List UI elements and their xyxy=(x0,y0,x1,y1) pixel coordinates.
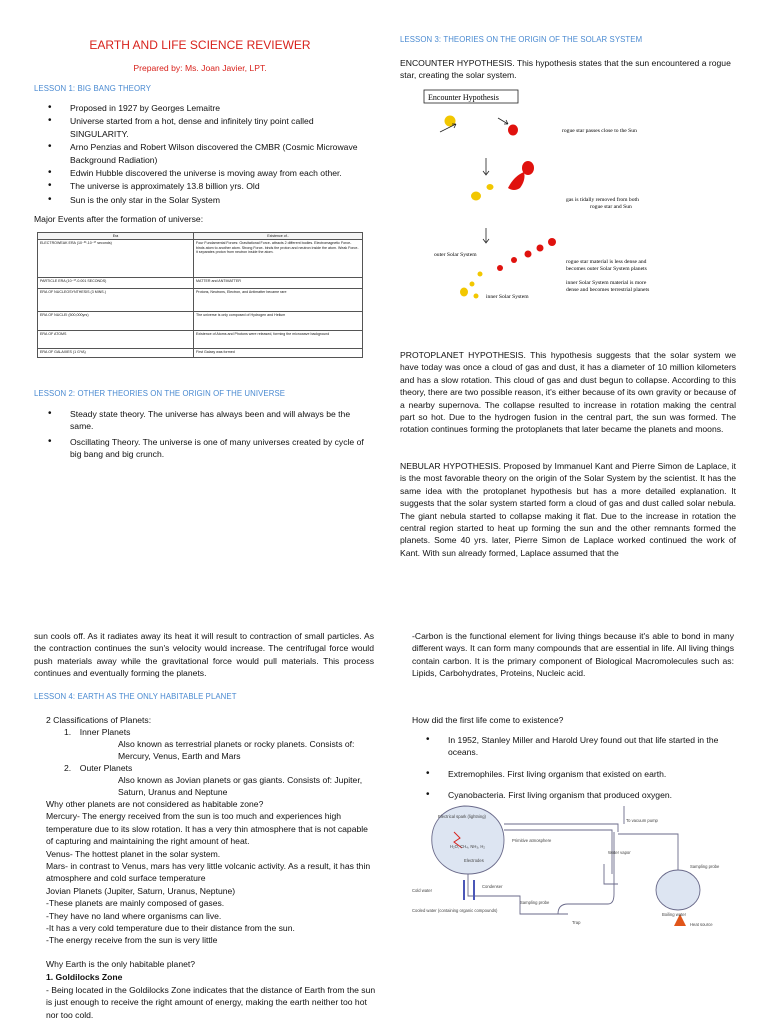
goldilocks-title: 1. Goldilocks Zone xyxy=(46,972,123,982)
document-title: EARTH AND LIFE SCIENCE REVIEWER xyxy=(89,38,311,52)
down-arrow-icon xyxy=(483,228,489,243)
sun-icon xyxy=(471,192,481,201)
list-item: • Arno Penzias and Robert Wilson discovered the CMBR (Cosmic Microwave Background Radiation) xyxy=(34,141,374,166)
table-row xyxy=(38,278,363,289)
tube-icon xyxy=(504,824,618,874)
diagram-label: Boiling water xyxy=(662,912,686,917)
goldilocks-desc: - Being located in the Goldilocks Zone indicates that the distance of Earth from the sun is just enough to receive the right amount of energy, making the earth neither too hot nor too cold. xyxy=(46,985,376,1020)
diagram-label: Trap xyxy=(572,920,581,925)
first-life-list xyxy=(412,734,736,803)
lesson1-heading: LESSON 1: BIG BANG THEORY xyxy=(34,84,152,93)
table-header: Existence of.. xyxy=(194,233,363,240)
text-line: -It has a very cold temperature due to their distance from the sun. xyxy=(46,923,295,934)
text-line: Mercury- The energy received from the sun is too much and experiences high temperature due to its slow rotation. It has a very thin atmosphere that is not capable of capturing and maintaining the right amount of heat. xyxy=(46,811,368,847)
list-item: • In 1952, Stanley Miller and Harold Urey found out that life started in the oceans. xyxy=(412,734,736,759)
table-row xyxy=(38,312,363,331)
diagram-label: Electrodes xyxy=(464,858,484,863)
diagram-label: rogue star and Sun xyxy=(590,204,632,210)
diagram-label: Sampling probe xyxy=(690,864,720,869)
planet-icon xyxy=(525,251,532,258)
lesson3-heading: LESSON 3: THEORIES ON THE ORIGIN OF THE SOLAR SYSTEM xyxy=(400,35,643,44)
diagram-label: gas is tidally removed from both xyxy=(566,197,639,203)
table-header-row xyxy=(38,233,363,240)
table-cell: The universe is only composed of Hydrogen and Helium xyxy=(194,312,363,331)
list-item: • Cyanobacteria. First living organism that produced oxygen. xyxy=(412,789,736,801)
encounter-hypothesis-diagram xyxy=(416,88,728,318)
table-cell: PARTICLE ERA (10⁻¹⁰-0.001 SECONDS) xyxy=(38,278,194,289)
inner-planets-title: 1. Inner Planets xyxy=(64,727,131,737)
planet-icon xyxy=(497,265,503,271)
carbon-paragraph: -Carbon is the functional element for living things because it's able to bond in many different ways. It can form many compounds that are essential in life. All living things contain carbon. It is the primary component of Biological Macromolecules such as: Lipids, Carbohydrates, Proteins, Nucleic acid. xyxy=(412,631,734,679)
diagram-label: inner Solar System xyxy=(486,294,529,300)
diagram-label: Cooled water (containing organic compounds) xyxy=(412,908,498,913)
list-item: • Universe started from a hot, dense and infinitely tiny point called SINGULARITY. xyxy=(34,115,374,140)
major-events-label: Major Events after the formation of universe: xyxy=(34,214,204,224)
arrow-icon xyxy=(498,118,508,124)
continuation-paragraph: sun cools off. As it radiates away its heat it will result to contraction of small particles. As the contraction continues the sun's velocity would increase. The centrifugal force would push materials away while the gravitational force would pull materials. This process continues and eventually forming the planets. xyxy=(34,631,374,679)
lesson1-list xyxy=(34,102,374,207)
diagram-label: inner Solar System material is more xyxy=(566,280,647,286)
diagram-label: Water vapor xyxy=(608,850,631,855)
planet-icon xyxy=(474,294,479,299)
protoplanet-paragraph: PROTOPLANET HYPOTHESIS. This hypothesis suggests that the solar system we have today was once a cloud of gas and dust, it has a diameter of 10 million kilometers and has a slow rotation. This cloud of gas and dust begun to collapse. According to this theory, there are two possible reason, it's either because of its own gravity or because of a nearby supernova. The collapse resulted to increase in rotation making the central part so hot. Due to the hydrogen fusion in the central part, the sun was formed. The rotation continues forming the protoplanets that later became the planets and moons. xyxy=(400,350,736,435)
diagram-label: To vacuum pump xyxy=(626,818,658,823)
text-line: -The energy receive from the sun is very little xyxy=(46,935,218,946)
table-cell: MATTER and ANTIMATTER xyxy=(194,278,363,289)
text-line: Why other planets are not considered as habitable zone? xyxy=(46,799,264,809)
text-line: Jovian Planets (Jupiter, Saturn, Uranus, Neptune) xyxy=(46,885,236,896)
diagram-label: rogue star passes close to the Sun xyxy=(562,128,637,134)
tube-icon xyxy=(558,832,614,914)
diagram-label: rogue star material is less dense and xyxy=(566,259,647,265)
outer-planets-title: 2. Outer Planets xyxy=(64,763,133,773)
list-item: • Proposed in 1927 by Georges Lemaitre xyxy=(34,102,374,114)
diagram-label: Cold water xyxy=(412,888,433,893)
diagram-title: Encounter Hypothesis xyxy=(428,93,499,102)
nebular-paragraph: NEBULAR HYPOTHESIS. Proposed by Immanuel Kant and Pierre Simon de Laplace, it is the most favorable theory on the origin of the Solar System by the scientist. It has the same idea with the protoplanet hypothesis but has a more detailed explanation. It suggests that the solar system started form a cloud of gas and dust called solar nebula. The giant nebula started to collapse making it flat. Due to the increase in rotation the central region started to heat up forming the sun and the other remnants formed the planets. Some 40 yrs. later, Pierre Simon de Laplace worked continued the work of Kant. With sun already formed, Laplace assumed that the xyxy=(400,461,736,558)
rogue-star-icon xyxy=(508,125,518,136)
table-cell: ERA OF GALAXIES (1 GYA) xyxy=(38,349,194,358)
list-item: • Sun is the only star in the Solar System xyxy=(34,194,374,206)
diagram-label: Condenser xyxy=(482,884,503,889)
habitability-block xyxy=(46,798,376,947)
table-header: Era xyxy=(38,233,194,240)
diagram-label: Heat source xyxy=(690,922,713,927)
diagram-label: outer Solar System xyxy=(434,252,477,258)
lesson2-list xyxy=(34,408,374,462)
condenser-icon xyxy=(464,880,474,900)
diagram-label: dense and becomes terrestrial planets xyxy=(566,287,650,293)
table-cell: ERA OF NUCLEOSYNTHESIS (3 MINS.) xyxy=(38,289,194,312)
text-line: -They have no land where organisms can live. xyxy=(46,910,222,921)
planet-icon xyxy=(548,238,556,246)
list-item: • Edwin Hubble discovered the universe is moving away from each other. xyxy=(34,167,374,179)
text-line: Mars- in contrast to Venus, mars has very little volcanic activity. As a result, it has thin atmosphere and cold surface temperature xyxy=(46,861,371,884)
planet-icon xyxy=(478,272,483,277)
eras-table xyxy=(37,232,363,358)
table-cell: Four Fundamental Forces: Gravitational Force- attracts 2 different bodies. Electromagnetic Force- binds atom to another atom. Strong Force- binds the proton and neutron inside the atom. Weak Force- it separates proton from neutron inside the atom. xyxy=(194,240,363,278)
table-row xyxy=(38,349,363,358)
first-life-question: How did the first life come to existence? xyxy=(412,715,564,725)
text-line: Venus- The hottest planet in the solar system. xyxy=(46,848,221,859)
planet-icon xyxy=(537,245,544,252)
lesson4-heading: LESSON 4: EARTH AS THE ONLY HABITABLE PLANET xyxy=(34,692,237,701)
prepared-by: Prepared by: Ms. Joan Javier, LPT. xyxy=(133,63,267,73)
why-earth-question: Why Earth is the only habitable planet? xyxy=(46,959,196,969)
table-cell: ERA OF NUCLEI (500,000yrs) xyxy=(38,312,194,331)
planet-icon xyxy=(511,257,517,263)
table-cell: Existence of Atoms and Photons were released, forming the microwave background xyxy=(194,331,363,349)
inner-planets-desc: Also known as terrestrial planets or rocky planets. Consists of: Mercury, Venus, Earth and Mars xyxy=(118,739,355,762)
lesson2-heading: LESSON 2: OTHER THEORIES ON THE ORIGIN OF THE UNIVERSE xyxy=(34,389,286,398)
text-line: -These planets are mainly composed of gases. xyxy=(46,898,225,909)
down-arrow-icon xyxy=(483,158,489,175)
gas-icon xyxy=(487,184,494,190)
outer-planets-desc: Also known as Jovian planets or gas giants. Consists of: Jupiter, Saturn, Uranus and Neptune xyxy=(118,775,363,798)
diagram-label: Primitive atmosphere xyxy=(512,838,552,843)
tube-icon xyxy=(604,864,618,884)
diagram-label: Sampling probe xyxy=(520,900,550,905)
table-cell: ELECTROWEAK ERA (10⁻³⁶-10⁻¹⁰ seconds) xyxy=(38,240,194,278)
list-item: • Steady state theory. The universe has always been and will always be the same. xyxy=(34,408,374,433)
table-cell: ERA OF ATOMS xyxy=(38,331,194,349)
planet-icon xyxy=(470,282,475,287)
sun-icon xyxy=(460,288,468,297)
miller-urey-diagram xyxy=(408,804,752,928)
list-item: • The universe is approximately 13.8 billion yrs. Old xyxy=(34,180,374,192)
diagram-label: H₂O, CH₄, NH₃, H₂ xyxy=(450,844,486,849)
list-item: • Extremophiles. First living organism that existed on earth. xyxy=(412,768,736,780)
list-item: • Oscillating Theory. The universe is one of many universes created by cycle of big bang and big crunch. xyxy=(34,436,374,461)
table-row xyxy=(38,331,363,349)
table-row xyxy=(38,289,363,312)
table-cell: First Galaxy was formed xyxy=(194,349,363,358)
table-cell: Protons, Neutrons, Electron, and Antimatter became rare xyxy=(194,289,363,312)
diagram-label: Electrical spark (lightning) xyxy=(438,814,486,819)
rogue-star-icon xyxy=(508,172,525,190)
flask-icon xyxy=(656,870,700,910)
encounter-paragraph: ENCOUNTER HYPOTHESIS. This hypothesis states that the sun encountered a rogue star, creating the solar system. xyxy=(400,58,731,81)
classifications-label: 2 Classifications of Planets: xyxy=(46,715,152,725)
table-row xyxy=(38,240,363,278)
rogue-star-icon xyxy=(522,161,534,175)
diagram-label: becomes outer Solar System planets xyxy=(566,266,647,272)
